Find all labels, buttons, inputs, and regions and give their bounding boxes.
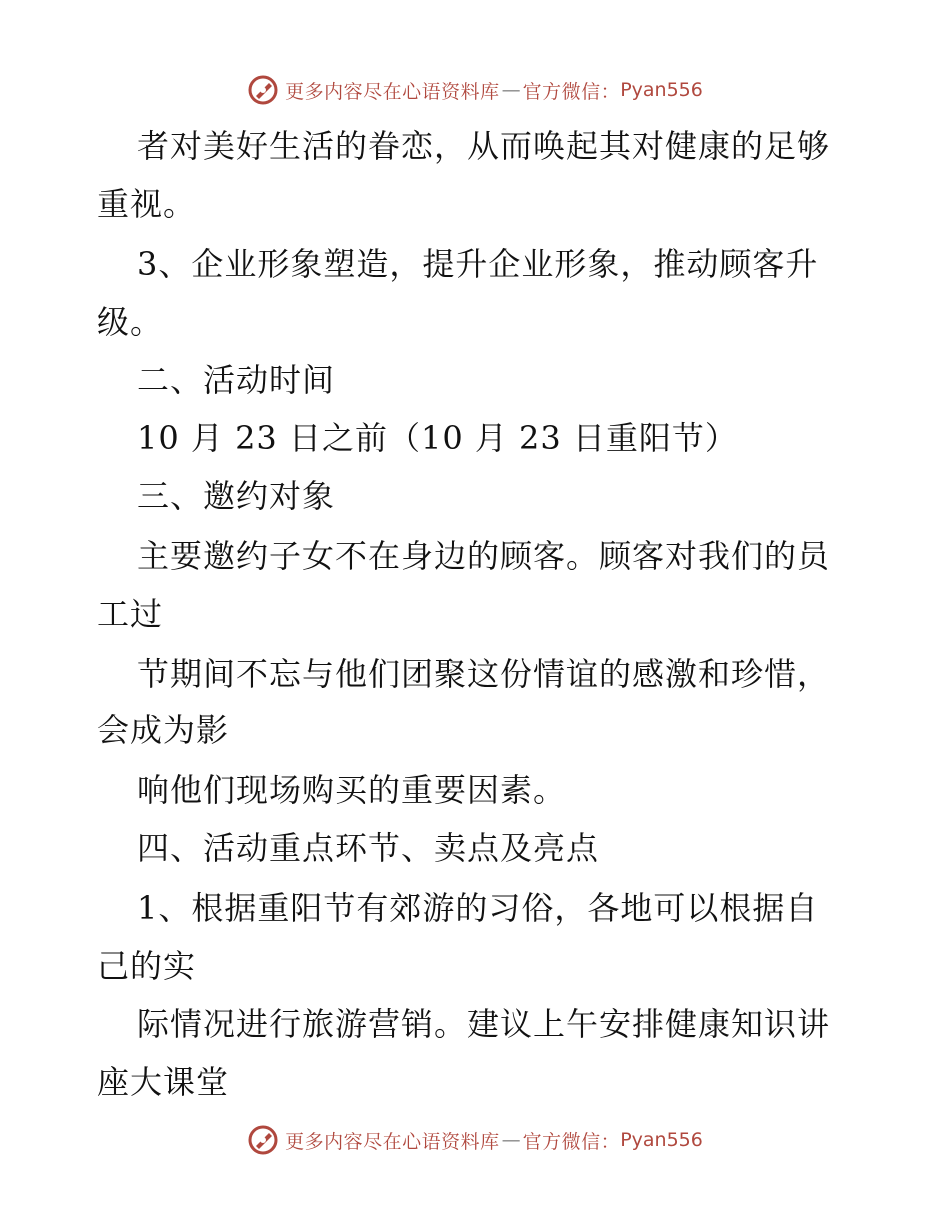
watermark-footer (0, 1120, 950, 1160)
section-heading: 四、活动重点环节、卖点及亮点 (137, 829, 600, 867)
text-line: 1、根据重阳节有郊游的习俗，各地可以根据自 (137, 889, 819, 927)
logo-icon (247, 1124, 279, 1156)
text-line: 3、企业形象塑造，提升企业形象，推动顾客升 (137, 245, 819, 283)
text-line: 座大课堂 (97, 1063, 230, 1101)
text-line: 10 月 23 日之前（10 月 23 日重阳节） (137, 419, 738, 457)
watermark-wechat-label: 官方微信： (522, 1130, 621, 1153)
text-line: 者对美好生活的眷恋，从而唤起其对健康的足够 (137, 127, 831, 165)
text-line: 重视。 (97, 185, 197, 223)
watermark-header (0, 70, 950, 110)
text-line: 己的实 (97, 947, 197, 985)
section-heading: 二、活动时间 (137, 361, 336, 399)
logo-icon (247, 74, 279, 106)
text-line: 级。 (97, 303, 164, 341)
watermark-wechat-id: Pyan556 (620, 1129, 703, 1151)
section-heading: 三、邀约对象 (137, 477, 336, 515)
watermark-separator: — (501, 1129, 521, 1151)
text-line: 主要邀约子女不在身边的顾客。顾客对我们的员 (137, 537, 831, 575)
text-line: 工过 (97, 595, 164, 633)
text-line: 节期间不忘与他们团聚这份情谊的感激和珍惜， (137, 655, 831, 693)
watermark-wechat-id: Pyan556 (620, 79, 703, 101)
text-line: 会成为影 (97, 711, 230, 749)
watermark-wechat-label: 官方微信： (522, 80, 621, 103)
watermark-text: 更多内容尽在心语资料库 (285, 80, 500, 103)
watermark-separator: — (501, 79, 521, 101)
text-line: 响他们现场购买的重要因素。 (137, 771, 567, 809)
watermark-text: 更多内容尽在心语资料库 (285, 1130, 500, 1153)
text-line: 际情况进行旅游营销。建议上午安排健康知识讲 (137, 1005, 831, 1043)
